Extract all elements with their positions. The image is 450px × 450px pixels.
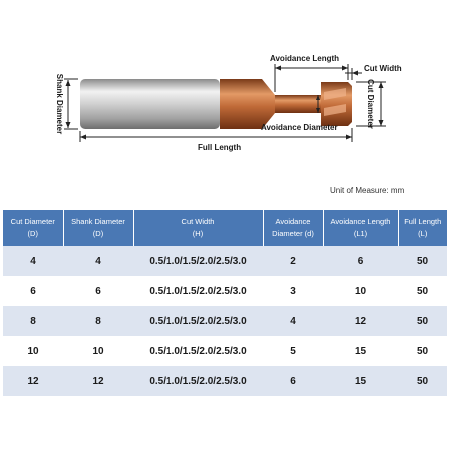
cell-full-length: 50 bbox=[398, 246, 447, 276]
cell-avoidance-diameter: 5 bbox=[263, 336, 323, 366]
table-row bbox=[3, 276, 447, 306]
cell-full-length: 50 bbox=[398, 306, 447, 336]
table-row bbox=[3, 336, 447, 366]
cut-width-label: Cut Width bbox=[364, 64, 402, 73]
cell-full-length: 50 bbox=[398, 366, 447, 396]
header-cut-width: Cut Width (H) bbox=[133, 210, 263, 246]
cell-shank-diameter: 4 bbox=[63, 246, 133, 276]
cell-cut-diameter: 12 bbox=[3, 366, 63, 396]
cell-shank-diameter: 8 bbox=[63, 306, 133, 336]
shank-diameter-dimension bbox=[64, 79, 78, 129]
cell-avoidance-length: 6 bbox=[323, 246, 398, 276]
cell-cut-width: 0.5/1.0/1.5/2.0/2.5/3.0 bbox=[133, 276, 263, 306]
cell-avoidance-diameter: 2 bbox=[263, 246, 323, 276]
header-full-length: Full Length (L) bbox=[398, 210, 447, 246]
tool-neck bbox=[275, 95, 321, 113]
cell-cut-width: 0.5/1.0/1.5/2.0/2.5/3.0 bbox=[133, 246, 263, 276]
header-avoidance-length: Avoidance Length (L1) bbox=[323, 210, 398, 246]
cell-cut-width: 0.5/1.0/1.5/2.0/2.5/3.0 bbox=[133, 366, 263, 396]
avoidance-diameter-label: Avoidance Diameter bbox=[261, 123, 338, 132]
header-cut-diameter: Cut Diameter (D) bbox=[3, 210, 63, 246]
cell-shank-diameter: 6 bbox=[63, 276, 133, 306]
cell-cut-diameter: 4 bbox=[3, 246, 63, 276]
cell-full-length: 50 bbox=[398, 336, 447, 366]
cell-avoidance-diameter: 3 bbox=[263, 276, 323, 306]
unit-of-measure-note: Unit of Measure: mm bbox=[330, 186, 405, 195]
cell-cut-width: 0.5/1.0/1.5/2.0/2.5/3.0 bbox=[133, 306, 263, 336]
tool-cutter-head bbox=[321, 82, 352, 126]
spec-table-header-row bbox=[3, 210, 447, 246]
cell-avoidance-length: 10 bbox=[323, 276, 398, 306]
spec-table bbox=[3, 210, 447, 396]
cell-avoidance-length: 15 bbox=[323, 366, 398, 396]
cell-avoidance-length: 12 bbox=[323, 306, 398, 336]
cell-full-length: 50 bbox=[398, 276, 447, 306]
cell-avoidance-diameter: 4 bbox=[263, 306, 323, 336]
tool-diagram bbox=[0, 0, 450, 180]
cut-diameter-label: Cut Diameter bbox=[366, 79, 375, 129]
shank-diameter-label: Shank Diameter bbox=[55, 73, 64, 135]
cell-avoidance-diameter: 6 bbox=[263, 366, 323, 396]
table-row bbox=[3, 366, 447, 396]
header-shank-diameter: Shank Diameter (D) bbox=[63, 210, 133, 246]
avoidance-length-label: Avoidance Length bbox=[270, 54, 340, 63]
cell-cut-diameter: 10 bbox=[3, 336, 63, 366]
cell-cut-diameter: 6 bbox=[3, 276, 63, 306]
cell-cut-diameter: 8 bbox=[3, 306, 63, 336]
cell-shank-diameter: 10 bbox=[63, 336, 133, 366]
cell-cut-width: 0.5/1.0/1.5/2.0/2.5/3.0 bbox=[133, 336, 263, 366]
tool-shank bbox=[80, 79, 220, 129]
cell-shank-diameter: 12 bbox=[63, 366, 133, 396]
table-row bbox=[3, 246, 447, 276]
table-row bbox=[3, 306, 447, 336]
full-length-label: Full Length bbox=[198, 143, 242, 152]
header-avoidance-diameter: Avoidance Diameter (d) bbox=[263, 210, 323, 246]
cell-avoidance-length: 15 bbox=[323, 336, 398, 366]
tool-taper bbox=[220, 79, 275, 129]
